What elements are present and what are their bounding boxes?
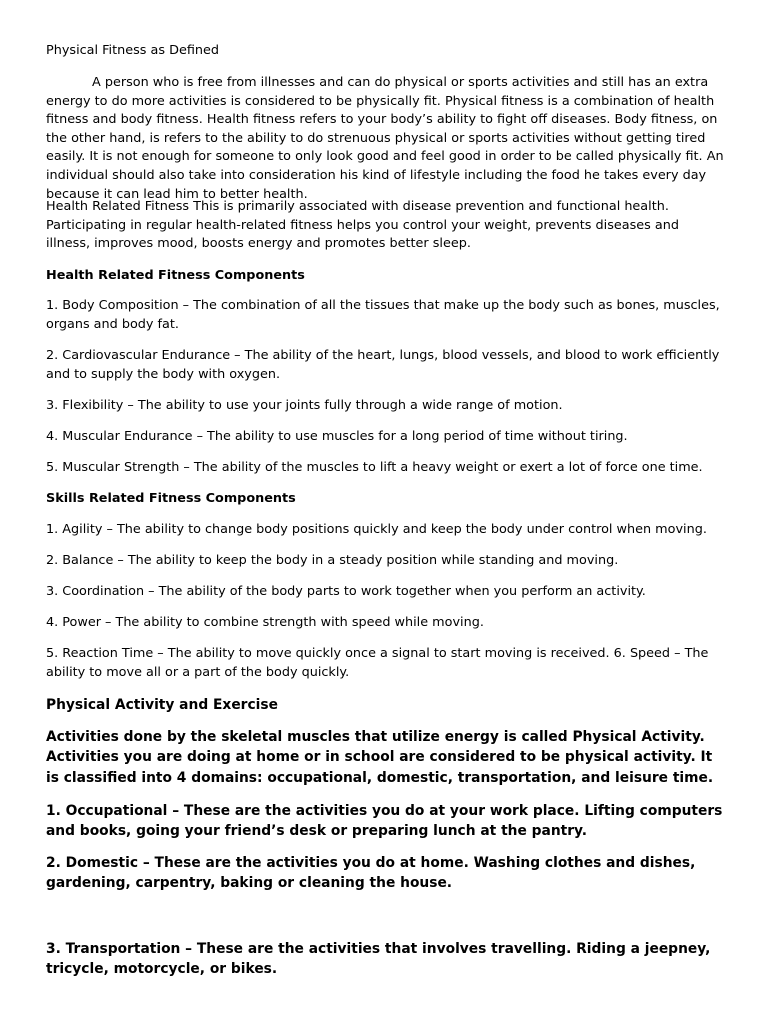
health-related-paragraph: Health Related Fitness This is primarily associated with disease prevention and functional health. Participating in regular health-related fitness helps you control your weight, prevents diseases and illness, improves mood, boosts energy and promotes better sleep. xyxy=(46,199,679,252)
activity-heading: Physical Activity and Exercise xyxy=(46,697,278,713)
domain-item-transportation: 3. Transportation – These are the activities that involves travelling. Riding a jeepney, tricycle, motorcycle, or bikes. xyxy=(46,941,711,978)
health-component-item: 3. Flexibility – The ability to use your joints fully through a wide range of motion. xyxy=(46,398,563,413)
skills-component-item: 2. Balance – The ability to keep the body in a steady position while standing and moving. xyxy=(46,553,619,568)
skills-components-heading: Skills Related Fitness Components xyxy=(46,491,296,506)
skills-component-item: 1. Agility – The ability to change body positions quickly and keep the body under control when moving. xyxy=(46,522,707,537)
health-component-item: 4. Muscular Endurance – The ability to use muscles for a long period of time without tiring. xyxy=(46,429,628,444)
skills-component-item: 3. Coordination – The ability of the body parts to work together when you perform an activity. xyxy=(46,584,646,599)
health-component-item: 2. Cardiovascular Endurance – The ability of the heart, lungs, blood vessels, and blood to work efficiently and to supply the body with oxygen. xyxy=(46,348,720,382)
health-component-item: 5. Muscular Strength – The ability of the muscles to lift a heavy weight or exert a lot of force one time. xyxy=(46,460,703,475)
skills-component-item: 4. Power – The ability to combine strength with speed while moving. xyxy=(46,615,484,630)
activity-intro-paragraph: Activities done by the skeletal muscles that utilize energy is called Physical Activity. Activities you are doing at home or in school are considered to be physical activity. It is classified into 4 domains: occupational, domestic, transportation, and leisure time. xyxy=(46,729,714,786)
document-title: Physical Fitness as Defined xyxy=(46,43,219,58)
health-components-heading: Health Related Fitness Components xyxy=(46,268,305,283)
domain-item-occupational: 1. Occupational – These are the activities you do at your work place. Lifting computers and books, going your friend’s desk or preparing lunch at the pantry. xyxy=(46,803,723,840)
health-component-item: 1. Body Composition – The combination of all the tissues that make up the body such as bones, muscles, organs and body fat. xyxy=(46,298,720,332)
skills-component-item: 5. Reaction Time – The ability to move quickly once a signal to start moving is received. 6. Speed – The ability to move all or a part of the body quickly. xyxy=(46,646,709,680)
intro-paragraph: A person who is free from illnesses and can do physical or sports activities and still has an extra energy to do more activities is considered to be physically fit. Physical fitness is a combination of health fitness and body fitness. Health fitness refers to your body’s ability to fight off diseases. Body fitness, on the other hand, is refers to the ability to do strenuous physical or sports activities without getting tired easily. It is not enough for someone to only look good and feel good in order to be called physically fit. An individual should also take into consideration his kind of lifestyle including the food he takes every day because it can lead him to better health. xyxy=(46,75,724,202)
domain-item-domestic: 2. Domestic – These are the activities you do at home. Washing clothes and dishes, gardening, carpentry, baking or cleaning the house. xyxy=(46,855,696,892)
